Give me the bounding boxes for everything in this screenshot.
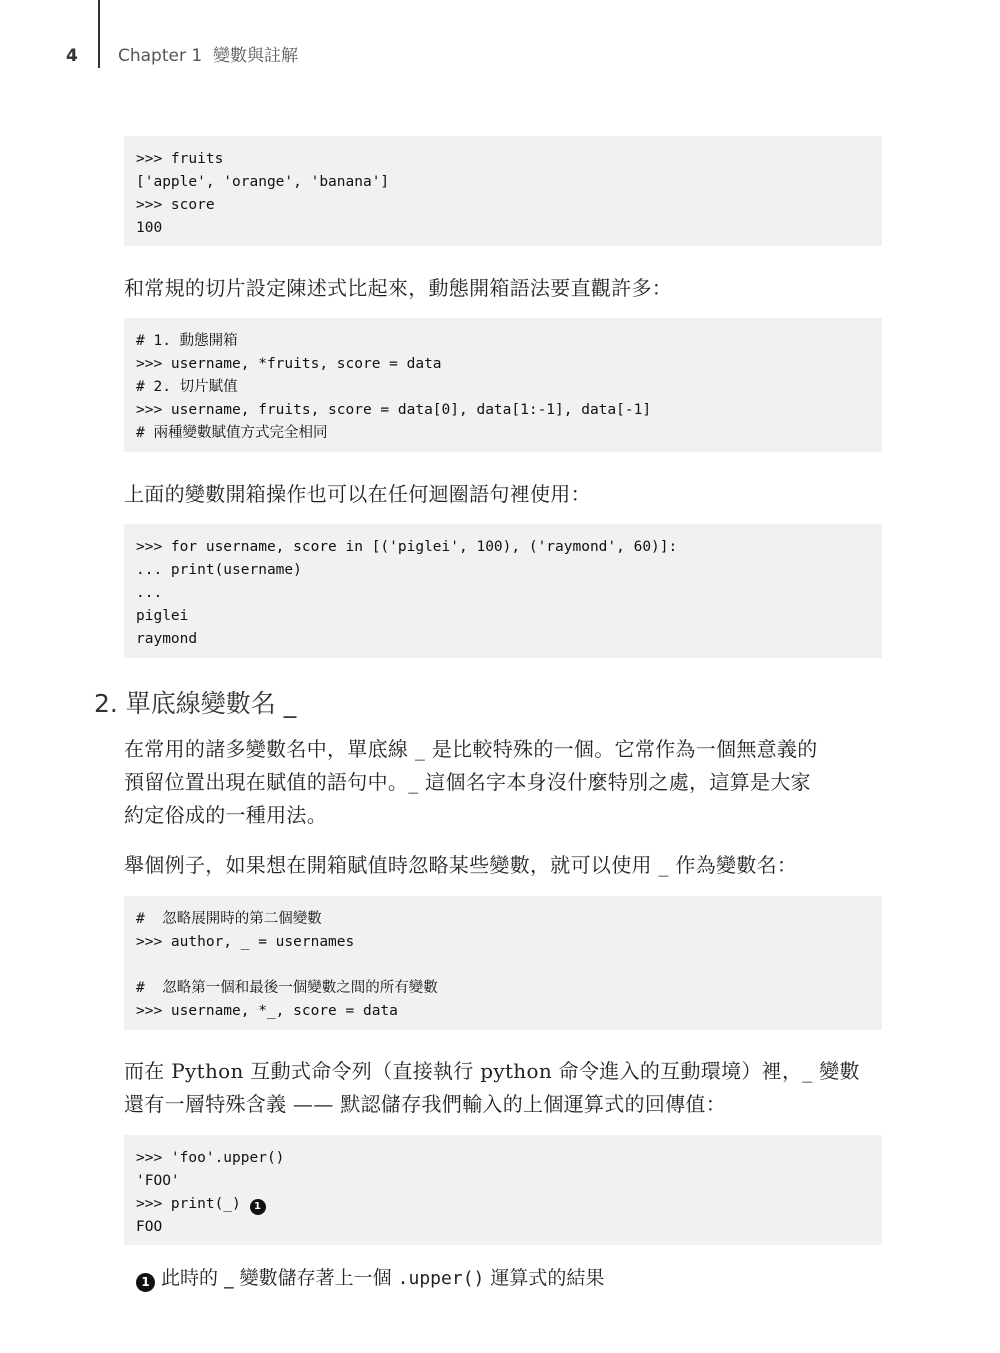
paragraph-line: 在常用的諸多變數名中，單底線 _ 是比較特殊的一個。它常作為一個無意義的 xyxy=(124,737,818,761)
paragraph-line: 而在 Python 互動式命令列（直接執行 python 命令進入的互動環境）裡，_ 變數 xyxy=(124,1059,860,1083)
code-line: >>> username, *fruits, score = data xyxy=(136,355,442,372)
code-block-compare xyxy=(124,318,882,452)
code-line: FOO xyxy=(136,1218,163,1235)
paragraph-interactive-intro xyxy=(124,1055,884,1121)
code-block-ignore xyxy=(124,896,882,1030)
code-text: >>> print(_) xyxy=(136,1195,250,1212)
code-line xyxy=(136,1193,870,1216)
code-line: >>> for username, score in [('piglei', 100), ('raymond', 60)]: xyxy=(136,539,678,555)
code-line: # 1. 動態開箱 xyxy=(136,333,238,349)
code-line: >>> author, _ = usernames xyxy=(136,933,355,950)
code-line: ... xyxy=(136,584,163,601)
paragraph-line: 約定俗成的一種用法。 xyxy=(124,803,327,827)
code-line: >>> score xyxy=(136,196,215,213)
code-line xyxy=(136,954,870,977)
paragraph-example-intro: 舉個例子，如果想在開箱賦值時忽略某些變數，就可以使用 _ 作為變數名： xyxy=(124,853,798,877)
code-line: # 忽略展開時的第二個變數 xyxy=(136,911,322,927)
paragraph-loop-intro: 上面的變數開箱操作也可以在任何迴圈語句裡使用： xyxy=(124,482,591,506)
code-block-loop xyxy=(124,524,882,658)
code-line: >>> username, fruits, score = data[0], data[1:-1], data[-1] xyxy=(136,401,652,418)
note-text: 此時的 _ 變數儲存著上一個 xyxy=(155,1267,398,1289)
code-block-interactive xyxy=(124,1135,882,1245)
code-line: # 2. 切片賦值 xyxy=(136,378,238,395)
note-text: 運算式的結果 xyxy=(484,1267,605,1289)
code-line: ['apple', 'orange', 'banana'] xyxy=(136,173,390,190)
code-line: # 兩種變數賦值方式完全相同 xyxy=(136,424,328,441)
paragraph-line: 還有一層特殊含義 —— 默認儲存我們輸入的上個運算式的回傳值： xyxy=(124,1092,727,1116)
code-line: piglei xyxy=(136,607,189,624)
callout-number-icon: 1 xyxy=(136,1273,155,1292)
note-code: .upper() xyxy=(397,1268,485,1289)
page-number: 4 xyxy=(66,46,78,66)
section-heading: 2. 單底線變數名 _ xyxy=(94,689,297,718)
code-line: >>> 'foo'.upper() xyxy=(136,1150,285,1166)
code-block-fruits-score xyxy=(124,136,882,246)
running-head: Chapter 1 變數與註解 xyxy=(118,46,298,66)
paragraph-compare-intro: 和常規的切片設定陳述式比起來，動態開箱語法要直觀許多： xyxy=(124,276,673,300)
code-line: 'FOO' xyxy=(136,1172,180,1189)
code-line: 100 xyxy=(136,219,163,236)
code-line: >>> fruits xyxy=(136,151,224,167)
paragraph-line: 預留位置出現在賦值的語句中。_ 這個名字本身沒什麼特別之處，這算是大家 xyxy=(124,770,811,794)
paragraph-underscore-intro xyxy=(124,733,884,832)
code-line: >>> username, *_, score = data xyxy=(136,1002,398,1019)
header-rule xyxy=(98,0,100,68)
code-line: # 忽略第一個和最後一個變數之間的所有變數 xyxy=(136,979,438,996)
callout-note xyxy=(136,1264,604,1293)
callout-number-icon: 1 xyxy=(250,1199,266,1215)
code-line: ... print(username) xyxy=(136,561,302,578)
code-line: raymond xyxy=(136,630,198,647)
